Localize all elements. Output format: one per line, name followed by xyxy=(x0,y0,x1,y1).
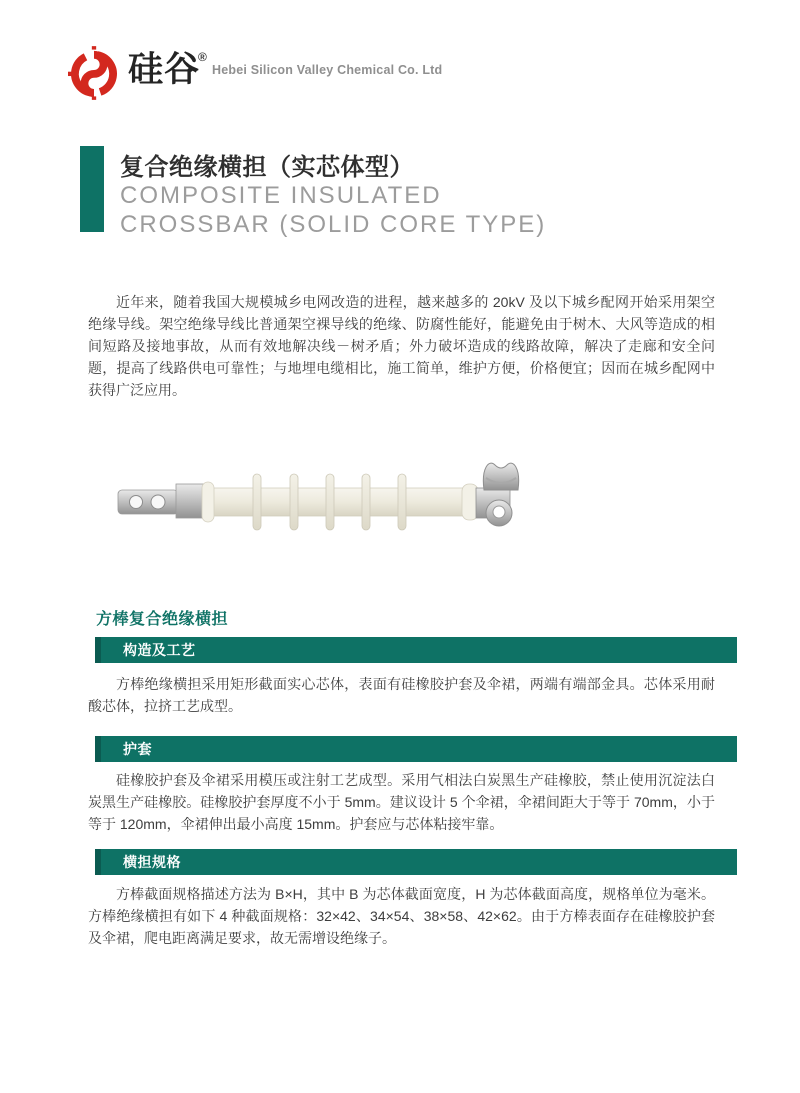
title-accent-bar xyxy=(80,146,104,232)
registered-trademark-mark: ® xyxy=(198,50,207,64)
silicon-valley-logo-icon xyxy=(68,46,120,100)
section-body-sheath: 硅橡胶护套及伞裙采用模压或注射工艺成型。采用气相法白炭黑生产硅橡胶，禁止使用沉淀法白炭黑生产硅橡胶。硅橡胶护套厚度不小于 5mm。建议设计 5 个伞裙，伞裙间距大于等于 70mm，小于等于 120mm，伞裙伸出最小高度 15mm。护套应与芯体粘接牢靠。 xyxy=(88,772,715,832)
section-body-construction: 方棒绝缘横担采用矩形截面实心芯体，表面有硅橡胶护套及伞裙，两端有端部金具。芯体采用耐酸芯体，拉挤工艺成型。 xyxy=(88,676,715,714)
company-name-en: Hebei Silicon Valley Chemical Co. Ltd xyxy=(212,63,443,77)
crossbar-product-photo xyxy=(110,448,545,543)
page-title-en-line2: CROSSBAR (SOLID CORE TYPE) xyxy=(120,211,547,238)
section-heading-sheath: 护套 xyxy=(95,736,737,762)
section-body-specs: 方棒截面规格描述方法为 B×H，其中 B 为芯体截面宽度，H 为芯体截面高度，规格单位为毫米。方棒绝缘横担有如下 4 种截面规格：32×42、34×54、38×58、42×62。由于方棒表面存在硅橡胶护套及伞裙，爬电距离满足要求，故无需增设绝缘子。 xyxy=(88,886,715,946)
intro-paragraph: 近年来，随着我国大规模城乡电网改造的进程，越来越多的 20kV 及以下城乡配网开始采用架空绝缘导线。架空绝缘导线比普通架空裸导线的绝缘、防腐性能好，能避免由于树木、大风等造成的相间短路及接地事故，从而有效地解决线－树矛盾；外力破坏造成的线路故障，解决了走廊和安全问题，提高了线路供电可靠性；与地埋电缆相比，施工简单，维护方便，价格便宜；因而在城乡配网中获得广泛应用。 xyxy=(88,294,715,398)
page-title-en-line1: COMPOSITE INSULATED xyxy=(120,182,442,209)
section-heading-construction: 构造及工艺 xyxy=(95,637,737,663)
subsection-title: 方棒复合绝缘横担 xyxy=(96,611,229,628)
saddle-clamp xyxy=(483,463,518,490)
brand-name-zh: 硅谷 xyxy=(128,50,201,89)
page-title-en xyxy=(120,181,546,239)
section-heading-specs: 横担规格 xyxy=(95,849,737,875)
page-title-zh: 复合绝缘横担（实芯体型） xyxy=(120,154,414,181)
end-fitting-tongue xyxy=(118,490,178,514)
insulated-rod-body xyxy=(206,488,478,516)
